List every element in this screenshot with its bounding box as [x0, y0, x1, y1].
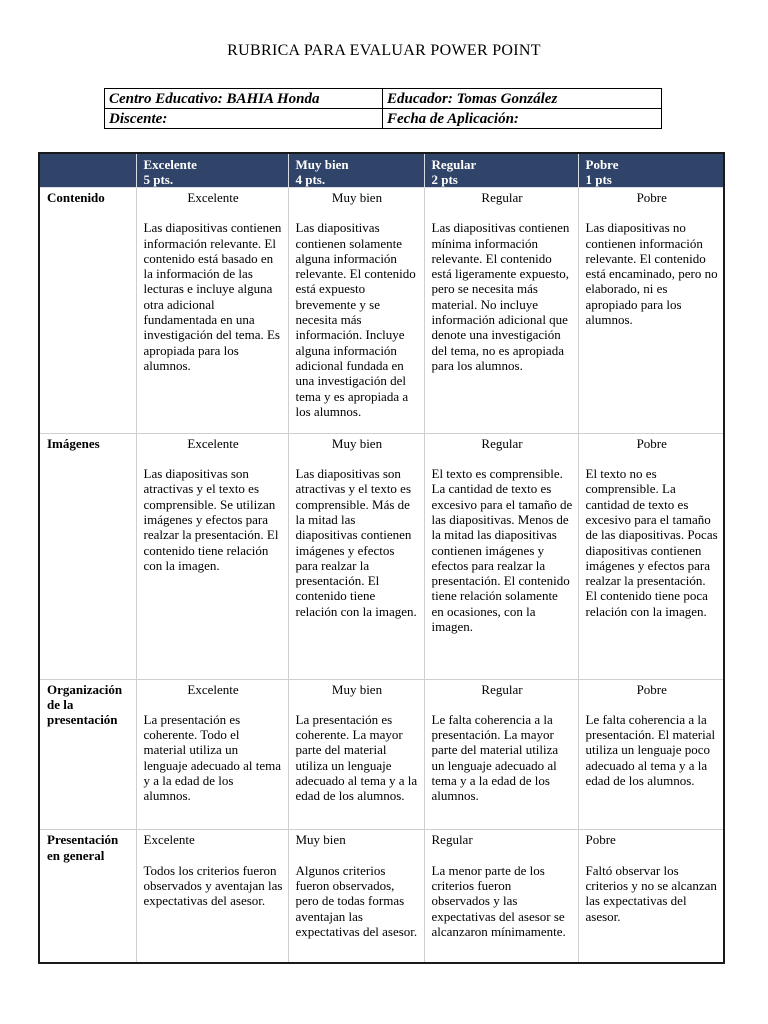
- criterion-label: Contenido: [39, 188, 136, 434]
- cell-level: Pobre: [636, 190, 667, 205]
- cell-description: Faltó observar los criterios y no se alcanzan las expectativas del asesor.: [585, 862, 717, 924]
- header-pobre: [578, 153, 724, 188]
- rubric-cell: [136, 830, 288, 963]
- cell-level: Regular: [431, 832, 473, 848]
- rubric-cell: [578, 830, 724, 963]
- rubric-cell: [136, 188, 288, 434]
- cell-description: El texto es comprensible. La cantidad de texto es excesivo para el tamaño de las diapositivas. Menos de la mitad las diapositivas contienen imágenes y efectos para realzar la presentación. El contenido tiene relación solamente en ocasiones, con la imagen.: [431, 466, 573, 635]
- header-points: 2 pts: [431, 172, 458, 187]
- header-regular: [424, 153, 578, 188]
- cell-level: Muy bien: [331, 190, 383, 205]
- cell-description: La presentación es coherente. Todo el material utiliza un lenguaje adecuado al tema y a la edad de los alumnos.: [143, 711, 282, 804]
- rubric-cell: [424, 433, 578, 679]
- header-level: Excelente: [143, 157, 197, 172]
- criterion-label: Presentación en general: [39, 830, 136, 963]
- rubric-row-organizacion: [39, 679, 724, 830]
- rubric-cell: [424, 679, 578, 830]
- criterion-label: Organización de la presentación: [39, 679, 136, 830]
- rubric-row-contenido: [39, 188, 724, 434]
- cell-level: Regular: [481, 190, 523, 205]
- rubric-row-imagenes: [39, 433, 724, 679]
- cell-description: La presentación es coherente. La mayor parte del material utiliza un lenguaje adecuado al tema y a la edad de los alumnos.: [295, 711, 418, 804]
- rubric-cell: [288, 188, 424, 434]
- cell-description: Le falta coherencia a la presentación. El material utiliza un lenguaje poco adecuado al tema y a la edad de los alumnos.: [585, 711, 716, 788]
- cell-level: Muy bien: [295, 832, 346, 848]
- cell-level: Regular: [481, 435, 523, 451]
- criterion-label: Imágenes: [39, 433, 136, 679]
- cell-level: Excelente: [187, 190, 239, 205]
- rubric-row-presentacion-general: [39, 830, 724, 963]
- header-muy-bien: [288, 153, 424, 188]
- fecha-aplicacion-field: Fecha de Aplicación:: [383, 109, 662, 129]
- rubric-cell: [136, 679, 288, 830]
- header-corner-cell: [39, 153, 136, 188]
- educador-field: Educador: Tomas González: [383, 89, 662, 109]
- cell-level: Muy bien: [331, 435, 383, 451]
- discente-field: Discente:: [105, 109, 383, 129]
- rubric-cell: [136, 433, 288, 679]
- rubric-cell: [288, 830, 424, 963]
- cell-description: Las diapositivas contienen mínima información relevante. El contenido está ligeramente expuesto, pero se necesita más material. No incluye información adicional que denote una investigación del tema, no es apropiada para los alumnos.: [431, 220, 570, 373]
- cell-level: Muy bien: [331, 681, 383, 697]
- cell-level: Excelente: [187, 435, 239, 451]
- cell-description: El texto no es comprensible. La cantidad de texto es excesivo para el tamaño de las diapositivas. Pocas diapositivas contienen imágenes y efectos para realzar la presentación. El contenido tiene poca relación con la imagen.: [585, 466, 718, 619]
- cell-level: Excelente: [187, 681, 239, 697]
- cell-description: Las diapositivas contienen solamente alguna información relevante. El contenido está expuesto brevemente y se necesita más información. Incluye alguna información adicional fundada en una investigación del tema y es apropiada a los alumnos.: [295, 220, 416, 419]
- cell-level: Pobre: [585, 832, 616, 848]
- rubric-cell: [424, 188, 578, 434]
- centro-educativo-field: Centro Educativo: BAHIA Honda: [105, 89, 383, 109]
- header-excelente: [136, 153, 288, 188]
- cell-level: Pobre: [636, 681, 667, 697]
- cell-level: Regular: [481, 681, 523, 697]
- cell-description: Las diapositivas son atractivas y el texto es comprensible. Se utilizan imágenes y efectos para realzar la presentación. El contenido tiene relación con la imagen.: [143, 466, 279, 573]
- rubric-cell: [578, 433, 724, 679]
- rubric-table: [38, 152, 725, 964]
- rubric-cell: [288, 679, 424, 830]
- rubric-cell: [578, 188, 724, 434]
- header-points: 1 pts: [585, 172, 612, 187]
- cell-description: Le falta coherencia a la presentación. La mayor parte del material utiliza un lenguaje adecuado al tema y a la edad de los alumnos.: [431, 711, 559, 804]
- cell-level: Excelente: [143, 832, 195, 848]
- cell-description: Las diapositivas contienen información relevante. El contenido está basado en la información de las lecturas e incluye alguna otra adicional fundamentada en una investigación del tema. Es apropiada para los alumnos.: [143, 220, 282, 373]
- rubric-cell: [578, 679, 724, 830]
- header-level: Muy bien: [295, 157, 349, 172]
- header-level: Regular: [431, 157, 477, 172]
- rubric-header-row: [39, 153, 724, 188]
- header-points: 5 pts.: [143, 172, 174, 187]
- cell-description: La menor parte de los criterios fueron observados y las expectativas del asesor se alcanzaron mínimamente.: [431, 862, 566, 939]
- cell-level: Pobre: [636, 435, 667, 451]
- rubric-cell: [288, 433, 424, 679]
- header-level: Pobre: [585, 157, 619, 172]
- header-points: 4 pts.: [295, 172, 326, 187]
- cell-description: Algunos criterios fueron observados, pero de todas formas aventajan las expectativas del asesor.: [295, 862, 418, 939]
- rubric-cell: [424, 830, 578, 963]
- cell-description: Las diapositivas no contienen información relevante. El contenido está encaminado, pero no elaborado, ni es apropiado para los alumnos.: [585, 220, 718, 328]
- document-title: RUBRICA PARA EVALUAR POWER POINT: [227, 42, 541, 59]
- info-table: [104, 88, 662, 129]
- cell-description: Las diapositivas son atractivas y el texto es comprensible. Más de la mitad las diapositivas contienen imágenes y efectos para realzar la presentación. El contenido tiene relación con la imagen.: [295, 466, 417, 619]
- cell-description: Todos los criterios fueron observados y aventajan las expectativas del asesor.: [143, 862, 283, 909]
